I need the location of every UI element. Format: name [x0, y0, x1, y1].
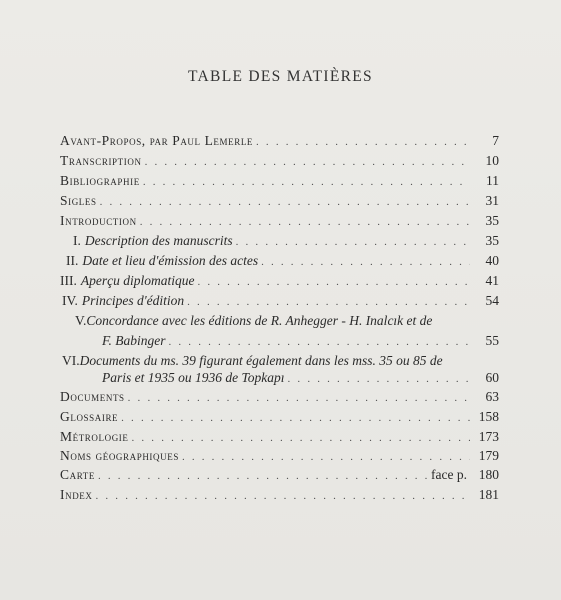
leader-dots [169, 334, 471, 350]
toc-entry-page: 10 [485, 153, 499, 168]
toc-subentry-v-line1 [75, 313, 432, 329]
toc-entry-label: Glossaire [60, 409, 119, 424]
toc-entry-glossaire [60, 409, 499, 426]
leader-dots [145, 154, 470, 170]
toc-entry-page: 60 [485, 370, 499, 385]
toc-entry-label: Principes d'édition [81, 293, 185, 308]
page-title: TABLE DES MATIÈRES [188, 68, 373, 85]
leader-dots [132, 430, 471, 446]
leader-dots [128, 390, 470, 406]
toc-entry-page: 7 [492, 133, 499, 148]
toc-entry-label: Description des manuscrits [84, 233, 233, 248]
toc-subentry-iv [62, 293, 499, 310]
toc-entry-label-continued: Paris et 1935 ou 1936 de Topkapı [102, 370, 285, 385]
toc-entry-number: III. [60, 273, 77, 288]
toc-entry-label-continued: F. Babinger [102, 333, 166, 348]
toc-entry-label: Sigles [60, 193, 97, 208]
leader-dots [236, 234, 470, 250]
toc-entry-page: 179 [478, 448, 499, 463]
toc-entry-label: Documents [60, 389, 125, 404]
toc-entry-page: 54 [485, 293, 499, 308]
toc-entry-page: 63 [485, 389, 499, 404]
leader-dots [140, 214, 470, 230]
toc-entry-number: IV. [62, 293, 78, 308]
toc-entry-number: II. [66, 253, 79, 268]
leader-dots [187, 294, 470, 310]
toc-entry-avant-propos [60, 133, 499, 150]
toc-entry-bibliographie [60, 173, 499, 190]
toc-entry-label: Carte [60, 467, 95, 482]
toc-entry-label: Transcription [60, 153, 142, 168]
toc-entry-index [60, 487, 499, 504]
toc-entry-introduction [60, 213, 499, 230]
toc-entry-label: Noms géographiques [60, 448, 179, 463]
toc-entry-label: Documents du ms. 39 figurant également dans les mss. 35 ou 85 de [79, 353, 443, 368]
toc-entry-label: Date et lieu d'émission des actes [82, 253, 259, 268]
toc-entry-page: 158 [478, 409, 499, 424]
toc-entry-documents [60, 389, 499, 406]
toc-entry-page: 173 [478, 429, 499, 444]
toc-entry-label: Avant-Propos, par Paul Lemerle [60, 133, 254, 148]
toc-subentry-vi-line2 [102, 370, 499, 387]
toc-entry-label: Introduction [60, 213, 137, 228]
leader-dots [121, 410, 470, 426]
toc-entry-transcription [60, 153, 499, 170]
toc-entry-label: Concordance avec les éditions de R. Anhegger - H. Inalcık et de [86, 313, 433, 328]
toc-entry-page: 31 [485, 193, 499, 208]
toc-entry-page: 40 [485, 253, 499, 268]
toc-entry-noms-geographiques [60, 448, 499, 465]
leader-dots [100, 194, 470, 210]
toc-entry-page: 35 [485, 233, 499, 248]
leader-dots [261, 254, 470, 270]
toc-entry-label: Aperçu diplomatique [80, 273, 195, 288]
leader-dots [182, 449, 470, 465]
toc-entry-label: Bibliographie [60, 173, 140, 188]
toc-entry-sigles [60, 193, 499, 210]
toc-entry-number: V. [75, 313, 87, 328]
toc-subentry-ii [66, 253, 499, 270]
toc-entry-label: Métrologie [60, 429, 129, 444]
toc-entry-page: 181 [478, 487, 499, 502]
leader-dots [96, 488, 471, 504]
leader-dots [197, 274, 470, 290]
toc-entry-page: 35 [485, 213, 499, 228]
toc-entry-suffix: face p. [431, 467, 467, 482]
toc-subentry-iii [60, 273, 499, 290]
toc-entry-number: I. [73, 233, 81, 248]
toc-entry-metrologie [60, 429, 499, 446]
toc-entry-page: 41 [485, 273, 499, 288]
toc-entry-page: 180 [478, 467, 499, 482]
toc-entry-carte [60, 467, 499, 484]
leader-dots [256, 134, 470, 150]
leader-dots [288, 371, 470, 387]
toc-subentry-vi-line1 [62, 353, 443, 369]
toc-subentry-i [73, 233, 499, 250]
toc-entry-label: Index [60, 487, 93, 502]
toc-entry-page: 55 [485, 333, 499, 348]
toc-subentry-v-line2 [102, 333, 499, 350]
toc-entry-number: VI. [62, 353, 80, 368]
leader-dots [143, 174, 470, 190]
toc-entry-page: 11 [486, 173, 499, 188]
leader-dots [98, 468, 428, 484]
